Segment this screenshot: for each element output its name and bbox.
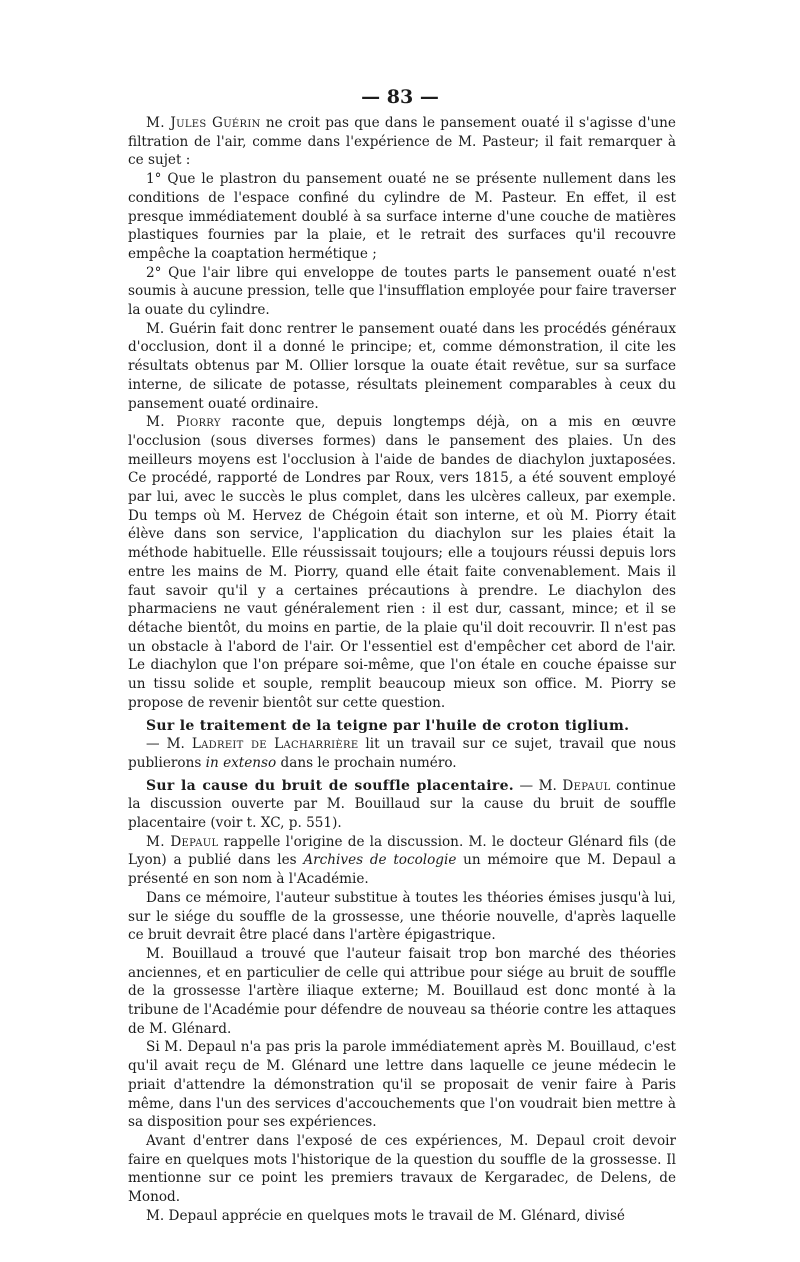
- page-number: — 83 —: [361, 86, 439, 108]
- paragraph: M. Depaul apprécie en quelques mots le travail de M. Glénard, divisé: [146, 1207, 625, 1224]
- section-heading: Sur la cause du bruit de souffle placentaire.: [146, 777, 514, 794]
- italic-text: Archives de tocologie: [303, 852, 457, 869]
- speaker-name: Depaul: [562, 777, 611, 794]
- body-text: [128, 114, 676, 1225]
- paragraph: Sur la cause du bruit de souffle placentaire. — M. Depaul continue la discussion ouverte par M. Bouillaud sur la cause du bruit de souffle placentaire (voir t. XC, p. 551).: [128, 777, 676, 832]
- section-heading-paragraph: [128, 717, 676, 736]
- paragraph: M. Guérin fait donc rentrer le pansement ouaté dans les procédés généraux d'occlusion, dont il a donné le principe; et, comme démonstration, il cite les résultats obtenus par M. Ollier lorsque la ouate était revêtue, sur sa surface interne, de silicate de potasse, résultats pleinement comparables à ceux du pansement ouaté ordinaire.: [128, 320, 676, 412]
- section-heading: Sur le traitement de la teigne par l'huile de croton tiglium.: [146, 717, 630, 734]
- paragraph: Si M. Depaul n'a pas pris la parole immédiatement après M. Bouillaud, c'est qu'il avait reçu de M. Glénard une lettre dans laquelle ce jeune médecin le priait d'attendre la démonstration qu'il se proposait de venir faire à Paris même, dans l'un des services d'accouchements que l'on voudrait bien mettre à sa disposition pour ses expériences.: [128, 1039, 676, 1131]
- paragraph: [128, 413, 676, 712]
- paragraph: M. Depaul rappelle l'origine de la discussion. M. le docteur Glénard fils (de Lyon) a publié dans les Archives de tocologie un mémoire que M. Depaul a présenté en son nom à l'Académie.: [128, 833, 677, 888]
- paragraph: M. Bouillaud a trouvé que l'auteur faisait trop bon marché des théories anciennes, et en particulier de celle qui attribue pour siége au bruit de souffle de la grossesse l'artère iliaque externe; M. Bouillaud est donc monté à la tribune de l'Académie pour défendre de nouveau sa théorie contre les attaques de M. Glénard.: [128, 945, 676, 1037]
- paragraph-text: ne croit pas que dans le pansement ouaté il s'agisse d'une filtration de l'air, comme dans l'expérience de M. Pasteur; il fait remarquer à ce sujet :: [128, 115, 676, 169]
- paragraph: Dans ce mémoire, l'auteur substitue à toutes les théories émises jusqu'à lui, sur le siége du souffle de la grossesse, une théorie nouvelle, d'après laquelle ce bruit devrait être placé dans l'artère épigastrique.: [128, 889, 676, 944]
- speaker-name: M. Depaul: [146, 833, 219, 850]
- paragraph: [128, 114, 676, 170]
- paragraph: 2° Que l'air libre qui enveloppe de toutes parts le pansement ouaté n'est soumis à aucune pression, telle que l'insufflation employée pour faire traverser la ouate du cylindre.: [128, 264, 676, 319]
- italic-text: in extenso: [205, 754, 277, 771]
- speaker-name: Ladreit de Lacharrière: [191, 736, 359, 753]
- paragraph-text: raconte que, depuis longtemps déjà, on a mis en œuvre l'occlusion (sous diverses formes) dans le pansement des plaies. Un des meilleurs moyens est l'occlusion à l'aide de bandes de diachylon juxtaposées. Ce procédé, rapporté de Londres par Roux, vers 1815, a été souvent employé par lui, avec le succès le plus complet, dans les ulcères calleux, par exemple. Du temps où M. Hervez de Chégoin était son interne, et où M. Piorry était élève dans son service, l'application du diachylon sur les plaies était la méthode habituelle. Elle réussissait toujours; elle a toujours réussi depuis lors entre les mains de M. Piorry, quand elle était faite convenablement. Mais il faut savoir qu'il y a certaines précautions à prendre. Le diachylon des pharmaciens ne vaut généralement rien : il est dur, cassant, mince; et il se détache bientôt, du moins en partie, de la plaie qu'il doit recouvrir. Il n'est pas un obstacle à l'abord de l'air. Or l'essentiel est d'empêcher cet abord de l'air. Le diachylon que l'on prépare soi-même, que l'on étale en couche épaisse sur un tissu solide et souple, remplit beaucoup mieux son office. M. Piorry se propose de revenir bientôt sur cette question.: [128, 414, 676, 711]
- paragraph: 1° Que le plastron du pansement ouaté ne se présente nullement dans les conditions de l'espace confiné du cylindre de M. Pasteur. En effet, il est presque immédiatement doublé à sa surface interne d'une couche de matières plastiques fournies par la plaie, et le retrait des surfaces qu'il recouvre empêche la coaptation hermétique ;: [128, 171, 676, 262]
- speaker-name: M. Piorry: [146, 414, 221, 431]
- paragraph: — M. Ladreit de Lacharrière lit un travail sur ce sujet, travail que nous publierons in extenso dans le prochain numéro.: [128, 736, 676, 771]
- speaker-name: M. Jules Guérin: [146, 115, 261, 131]
- paragraph: Avant d'entrer dans l'exposé de ces expériences, M. Depaul croit devoir faire en quelques mots l'historique de la question du souffle de la grossesse. Il mentionne sur ce point les premiers travaux de Kergaradec, de Delens, de Monod.: [128, 1132, 676, 1206]
